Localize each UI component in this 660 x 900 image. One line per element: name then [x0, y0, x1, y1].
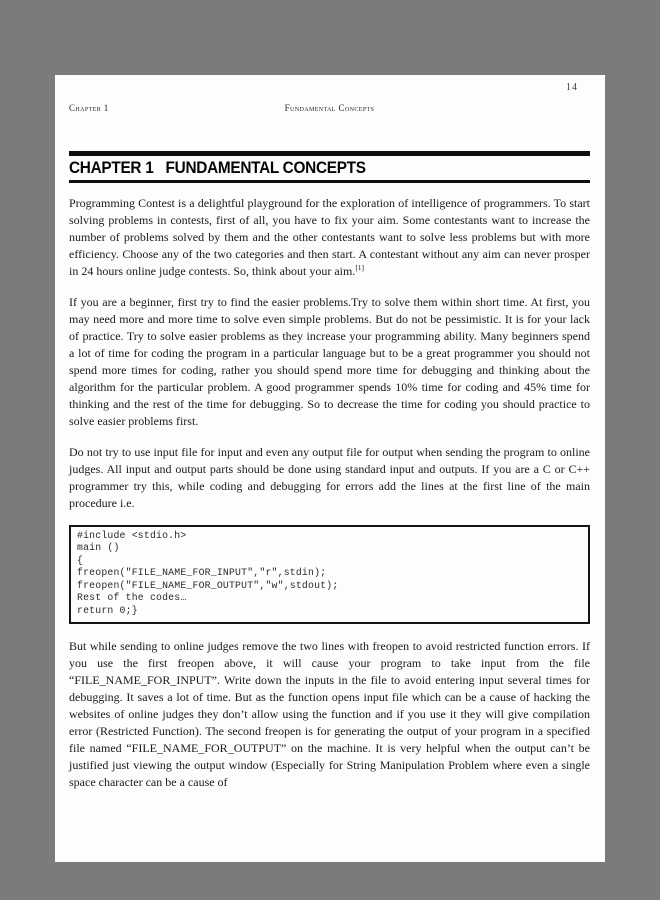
code-line: return 0;} — [77, 605, 138, 617]
paragraph-io-advice: Do not try to use input file for input and even any output file for output when sending the program to online judges. All input and output parts should be done using standard input and outputs. If you are a C or C++ programmer try this, while coding and debugging for errors add the lines at the first line of the main procedure i.e. — [69, 444, 590, 510]
code-line: freopen("FILE_NAME_FOR_OUTPUT","w",stdout); — [77, 579, 339, 591]
code-line: { — [77, 554, 84, 566]
paragraph-beginner-advice: If you are a beginner, first try to find the easier problems.Try to solve them within short time. At first, you may need more and more time to solve even simple problems. But do not be pessimistic. It is for your lack of practice. Try to solve easier problems as they increase your programming ability. Many beginners spend a lot of time for coding the program in a particular language but to be a great programmer you should not spend more times for coding, rather you should spend more time for debugging and thinking about the algorithm for the particular problem. A good programmer spends 10% time for coding and 45% time for thinking and the rest of the time for debugging. So to decrease the time for coding you should practice to solve easier problems first. — [69, 294, 590, 428]
chapter-title-label: CHAPTER 1 — [69, 159, 154, 177]
page-number: 14 — [566, 82, 578, 93]
code-line: #include <stdio.h> — [77, 529, 187, 541]
paragraph-intro — [69, 195, 590, 280]
paragraph-intro-text: Programming Contest is a delightful playground for the exploration of intelligence of programmers. To start solving problems in contests, first of all, you have to fix your aim. Some contestants want to increase the number of problems solved by them and the other contestants want to solve less problems but with more efficiency. Choose any of the two categories and then start. A contestant without any aim can never prosper in 24 hours online judge contests. So, think about your aim. — [69, 195, 590, 278]
code-line: main () — [77, 542, 120, 554]
footnote-marker: [1] — [355, 262, 365, 272]
running-header-chapter: Chapter 1 — [69, 103, 109, 113]
chapter-title-name: FUNDAMENTAL CONCEPTS — [165, 159, 366, 177]
running-header — [69, 103, 590, 115]
code-line: Rest of the codes… — [77, 592, 187, 604]
document-page — [55, 75, 605, 862]
running-header-section: Fundamental Concepts — [284, 103, 375, 113]
code-line: freopen("FILE_NAME_FOR_INPUT","r",stdin); — [77, 567, 327, 579]
code-block — [69, 525, 590, 624]
heading-rule-bottom — [69, 180, 590, 183]
paragraph-freopen-explanation: But while sending to online judges remove the two lines with freopen to avoid restricted function errors. If you use the first freopen above, it will cause your program to take input from the file “FILE_NAME_FOR_INPUT”. Write down the inputs in the file to avoid entering input several times for debugging. It saves a lot of time. But as the function opens input file which can be a cause of hacking the websites of online judges they don’t allow using the function and if you use it they will give compilation error (Restricted Function). The second freopen is for generating the output of your program in a specified file named “FILE_NAME_FOR_OUTPUT” on the machine. It is very helpful when the output can’t be justified just viewing the output window (Especially for String Manipulation Problem where even a single space character can be a cause of — [69, 638, 590, 789]
chapter-heading — [69, 151, 590, 183]
heading-rule-top — [69, 151, 590, 156]
chapter-title — [69, 159, 554, 177]
